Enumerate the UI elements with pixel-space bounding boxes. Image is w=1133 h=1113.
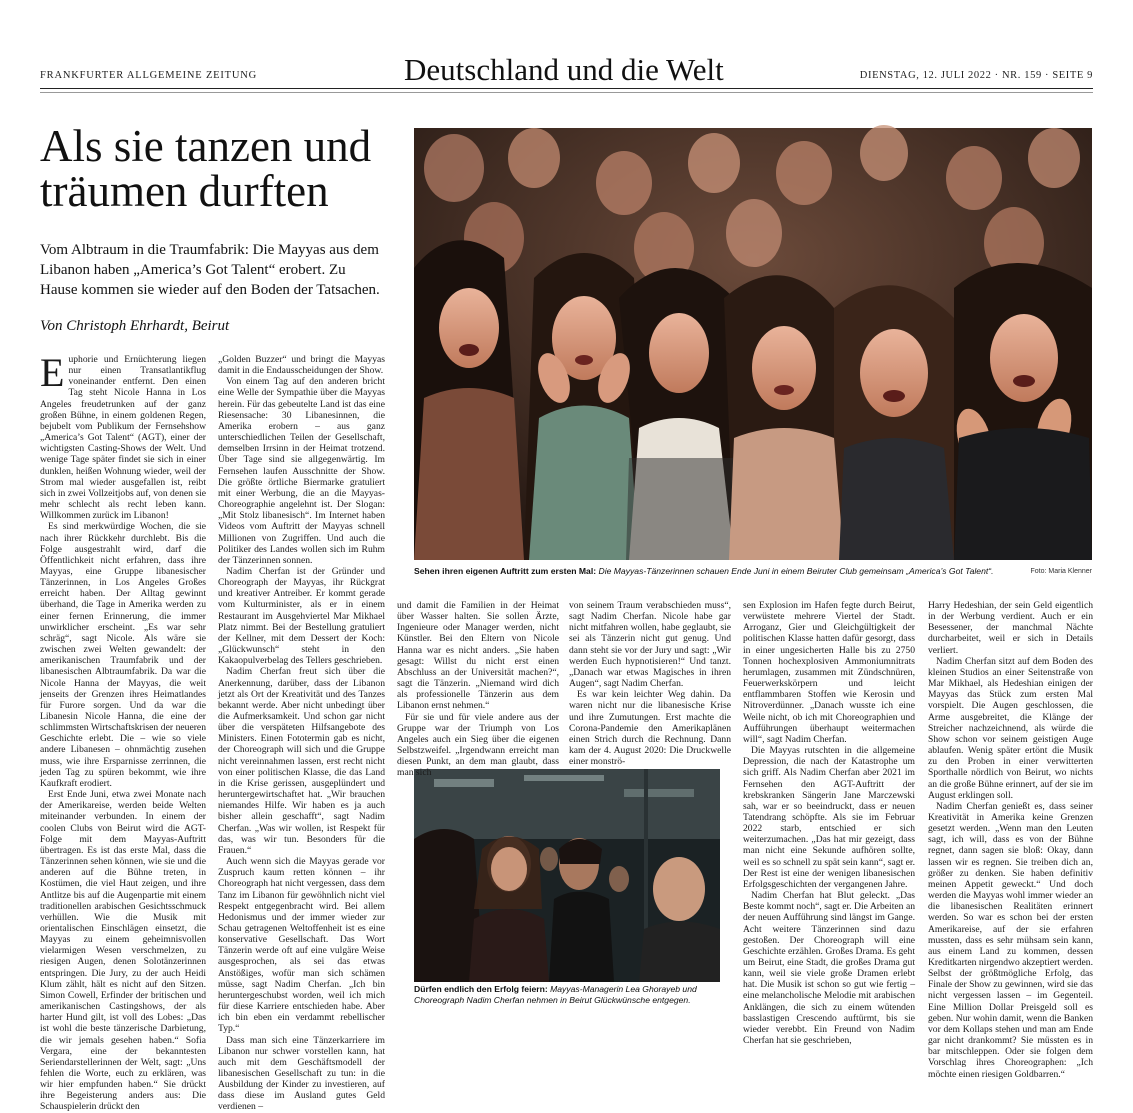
issue-info: DIENSTAG, 12. JULI 2022 · NR. 159 · SEITE 9 (859, 70, 1093, 81)
column-2-paragraph-3: Nadim Cherfan ist der Gründer und Choreograph der Mayyas, ihr Rückgrat und kreativer Antreiber. Er kommt gerade vom Kulturminister, als er in einem Restaurant im Ausgehviertel Mar Mikhael Platz nimmt. Bei der Bestellung gratuliert der Kellner, mit dem Dessert der Koch: „Glückwunsch“ steht in den Kakaopulverbelag des Tellers geschrieben. (218, 565, 385, 667)
article-column-5 (743, 600, 915, 1047)
section-title: Deutschland und die Welt (404, 52, 724, 87)
article-column-2 (218, 354, 385, 1113)
column-3-paragraph-2: Für sie und für viele andere aus der Gruppe war der Triumph von Los Angeles auch ein Sieg über die eigenen Selbstzweifel. „Irgendwann erreicht man diesen Punkt, an dem man glaubt, dass man sich (397, 711, 559, 779)
main-caption-text: Die Mayyas-Tänzerinnen schauen Ende Juni in einem Beiruter Club gemeinsam „America’s Got Talent“. (598, 566, 994, 576)
article-column-3 (397, 600, 559, 779)
column-1-paragraph-3: Erst Ende Juni, etwa zwei Monate nach der Amerikareise, werden beide Welten miteinander verbunden. In einem der coolen Clubs von Beirut wird die AGT-Folge mit dem Mayyas-Auftritt übertragen. Es ist das erste Mal, dass die Tänzerinnen sehen können, wie sie und die anderen auf die Bühne treten, in Kostümen, die viel Haut zeigen, und ihre Antlitze bis auf die Augenpartie mit einem traditionellen arabischen Gesichtsschmuck verhüllen. Wie die Musik mit orientalischen Einschlägen einsetzt, die Mayyas zu einem geheimnisvollen vielarmigen Wesen verschmelzen, zu riesigen Augen, denen Solotänzerinnen entspringen. Die Jury, zu der auch Heidi Klum zählt, hält es nicht auf den Sitzen. Simon Cowell, Erfinder der britischen und amerikanischen Castingshows, der als harter Hund gilt, ist voll des Lobes: „Das ist wohl die beste tänzerische Darbietung, die wir jemals gesehen haben.“ Sofia Vergara, eine der bekanntesten Seriendarstellerinnen der Welt, sagt: „Uns fehlen die Worte, euch zu erklären, was wir hier empfunden haben.“ Sie drückt ihre Begeisterung anders aus: Die Schauspielerin drückt den (40, 789, 206, 1113)
celebration-photo-illustration (414, 769, 720, 982)
column-2-paragraph-5: Auch wenn sich die Mayyas gerade vor Zuspruch kaum retten können – ihr Choreograph hat nicht vergessen, dass dem Tanz im Libanon für gewöhnlich nicht viel Respekt entgegenbracht wird. Bei allem Hedonismus und der immer wieder zur Schau getragenen Weltoffenheit ist es eine konservative Gesellschaft. Das Wort Tänzerin werde oft auf eine vulgäre Weise ausgesprochen, als sei das etwas Anstößiges, wofür man sich schämen müsse, sagt Nadim Cherfan. „Ich bin heruntergeschubst worden, weil ich mich für diese Karriere entschieden habe. Aber ich bin eben ein verdammt rebellischer Typ.“ (218, 856, 385, 1035)
article-column-1 (40, 350, 206, 1113)
main-photo-caption (414, 566, 1014, 577)
column-6-paragraph-2: Nadim Cherfan sitzt auf dem Boden des kleinen Studios an einer Seitenstraße von Mar Mikhael, als Hedeshian einigen der Mayyas das Stück zum ersten Mal vorspielt. Die Augen geschlossen, die Arme ausgebreitet, die Klänge der Streicher nachzeichnend, als würde die Show schon vor seinem geistigen Auge ablaufen. Wenig später ertönt die Musik zu den Proben in einer verwitterten Sporthalle nördlich von Beirut, wo nichts an die große Bühne erinnert, auf der sie im August erklingen soll. (928, 655, 1093, 801)
column-1-paragraph-2: Es sind merkwürdige Wochen, die sie nach ihrer Rückkehr durchlebt. Bis die Folge ausgestrahlt wird, darf die Öffentlichkeit nicht erfahren, dass ihre Mayyas, eine Gruppe libanesischer Tänzerinnen, in Los Angeles Großes erreicht haben. Der Alltag gewinnt überhand, die Tage in Amerika werden zu einer fernen Erinnerung, die immer unwirklicher erscheint. „Es war sehr schräg“, sagt Nicole. Als wäre sie zwischen zwei Welten gewandelt: der amerikanischen Traumfabrik und der libanesischen Albtraumfabrik. Da war die Nicole Hanna der Mayyas, die weit jenseits der Grenzen ihres Heimatlandes für Furore sorgen. Und da war die Libanesin Nicole Hanna, die eine der schlimmsten Wirtschaftskrisen der neueren Geschichte erlebt. Die – wie so viele andere Libanesen – ohnmächtig zusehen muss, wie ihre Ersparnisse zerrinnen, die jeden Tag zu spüren bekommt, wie ihre Kaufkraft erodiert. (40, 521, 206, 789)
main-photo (414, 128, 1092, 560)
second-caption-lead: Dürfen endlich den Erfolg feiern: (414, 984, 548, 994)
main-caption-lead: Sehen ihren eigenen Auftritt zum ersten Mal: (414, 566, 597, 576)
article-column-6 (928, 600, 1093, 1080)
column-5-paragraph-1: sen Explosion im Hafen fegte durch Beirut, verwüstete mehrere Viertel der Stadt. Arroganz, Gier und Gleichgültigkeit der politischen Klasse hatten dafür gesorgt, dass in einer ungesicherten Halle bis zu 2750 Tonnen hochexplosiven Ammoniumnitrats herumlagen, zusammen mit Zündschnüren, Feuerwerkskörpern und leicht entflammbaren Stoffen wie Kerosin und Nitroverdünner. „Danach wusste ich eine Weile nicht, ob ich mit Choreographien und Aufführungen überhaupt weitermachen will“, sagt Nadim Cherfan. (743, 600, 915, 745)
column-4-paragraph-2: Es war kein leichter Weg dahin. Da waren nicht nur die libanesische Krise und ihre Zumutungen. Erst machte die Corona-Pandemie den Amerikaplänen einen Strich durch die Rechnung. Dann kam der 4. August 2020: Die Druckwelle einer monströ- (569, 689, 731, 768)
header-rule (40, 88, 1093, 89)
article-deck: Vom Albtraum in die Traumfabrik: Die Mayyas aus dem Libanon haben „America’s Got Talent“ erobert. Zu Hause kommen sie wieder auf den Boden der Tatsachen. (40, 242, 380, 298)
column-1-paragraph-1: Euphorie und Ernüchterung liegen nur einen Transatlantikflug voneinander entfernt. Den einen Tag steht Nicole Hanna in Los Angeles freudetrunken auf der ganz großen Bühne, in einem goldenen Regen, bejubelt vom Publikum der Fernsehshow „America’s Got Talent“ (AGT), einer der wichtigsten Casting-Shows der Welt. Und wenige Tage später findet sie sich in einer dunklen, heißen Wohnung wieder, weil der Strom mal wieder ausgefallen ist, reibt sich in zwei Vollzeitjobs auf, von denen sie mehr schlecht als recht leben kann. Willkommen zurück im Libanon! (40, 350, 206, 522)
column-2-paragraph-4: Nadim Cherfan freut sich über die Anerkennung, darüber, dass der Libanon jetzt als Ort der Kreativität und des Tanzes bekannt werde. Aber nicht unbedingt über die Aufmerksamkeit. Und schon gar nicht über die verspäteten Hilfsangebote des Ministers. Einen Fototermin gab es nicht, der Choreograph will sich und die Gruppe nicht vereinnahmen lassen, erst recht nicht von einer politischen Klasse, die das Land in die Krise gerissen, ausgeplündert und heruntergewirtschaftet hat. „Wir brauchen niemandes Hilfe. Wir haben es ja auch bisher allein geschafft“, sagt Nadim Cherfan. „Was wir wollen, ist Respekt für das, was wir tun. Besonders für die Frauen.“ (218, 666, 385, 856)
article-byline: Von Christoph Ehrhardt, Beirut (40, 318, 230, 334)
column-2-paragraph-2: Von einem Tag auf den anderen bricht eine Welle der Sympathie über die Mayyas herein. Für das gebeutelte Land ist das eine Riesensache: 30 Libanesinnen, die Amerika erobern – aus ganz unterschiedlichen Teilen der Gesellschaft, demselben Irrsinn in der Heimat trotzend. Über Tage sind sie allgegenwärtig. Im Fernsehen laufen Ausschnitte der Show. Die größte örtliche Biermarke gratuliert mit einer Werbung, die an die Mayyas-Choreographie angelehnt ist. Der Slogan: „Mit Stolz libanesisch“. Im Internet haben Videos vom Auftritt der Mayyas schnell Millionen von Zugriffen. Und auch die Politiker des Landes wollen sich im Ruhm der Tänzerinnen sonnen. (218, 376, 385, 566)
column-2-paragraph-6: Dass man sich eine Tänzerkarriere im Libanon nur schwer vorstellen kann, hat auch mit dem Geschäftsmodell der libanesischen Gesellschaft zu tun: in die Ausbildung der Kinder zu investieren, auf dass diese im Ausland gutes Geld verdienen – (218, 1034, 385, 1113)
column-5-paragraph-3: Nadim Cherfan hat Blut geleckt. „Das Beste kommt noch“, sagt er. Die Arbeiten an der neuen Aufführung sind längst im Gange. Acht weitere Tänzerinnen sind dazu gestoßen. Der Choreograph will eine Geschichte erzählen. Großes Drama. Es geht um Beirut, eine Stadt, die großes Drama gut kann, weil sie viele große Dramen erlebt hat. Die Musik ist schon so gut wie fertig – eine melancholische Melodie mit arabischen Anklängen, die sich zu einem wütenden basslastigen Crescendo auftürmt, bis sie wieder verebbt. Ein Freund von Nadim Cherfan hat sie geschrieben, (743, 890, 915, 1047)
column-2-paragraph-1: „Golden Buzzer“ und bringt die Mayyas damit in die Endausscheidungen der Show. (218, 354, 385, 377)
audience-photo-illustration (414, 128, 1092, 560)
newspaper-name: FRANKFURTER ALLGEMEINE ZEITUNG (40, 70, 258, 81)
second-photo (414, 769, 720, 982)
second-photo-caption (414, 984, 720, 1006)
column-3-paragraph-1: und damit die Familien in der Heimat über Wasser halten. Sie sollen Ärzte, Ingenieure oder Manager werden, nicht Künstler. Bei den Eltern von Nicole Hanna war es nicht anders. „Sie haben gesagt: Willst du nicht erst einen Abschluss an der Universität machen?“, sagt die Tänzerin. „Niemand wird dich als professionelle Tänzerin aus dem Libanon ernst nehmen.“ (397, 600, 559, 712)
drop-cap: E (40, 350, 65, 395)
column-4-paragraph-1: von seinem Traum verabschieden muss“, sagt Nadim Cherfan. Nicole habe gar nicht mitfahren wollen, habe geglaubt, sie sei als Tänzerin nicht gut genug. Und dann steht sie vor der Jury und sagt: „Wir werden Euch hypnotisieren!“ Und tanzt. „Danach war etwas Magisches in ihren Augen“, sagt Nadim Cherfan. (569, 600, 731, 690)
column-6-paragraph-1: Harry Hedeshian, der sein Geld eigentlich in der Werbung verdient. Auch er ein Besessener, der manchmal Nächte durcharbeitet, weil er sich in Details verliert. (928, 600, 1093, 656)
article-column-4 (569, 600, 731, 768)
headline-line-2: träumen durften (40, 166, 329, 216)
column-6-paragraph-3: Nadim Cherfan genießt es, dass seiner Kreativität in Amerika keine Grenzen gesetzt werden. „Wenn man den Leuten sagt, ich will, dass es von der Bühne regnet, dann sagen sie bloß: Okay, dann lassen wir es regnen. Sie treiben dich an, größer zu denken. Sie haben definitiv meinen Appetit geweckt.“ Und doch werden die Mayyas wohl immer wieder an die libanesischen Realitäten erinnert werden. So war es schon bei der ersten Amerikareise, auf der sie erfahren mussten, dass es sehr mühsam sein kann, aus einem Land zu kommen, dessen Kreditkarten nirgendwo akzeptiert werden. Selbst der größtmögliche Erfolg, das Finale der Show zu gewinnen, wird sie das nicht vergessen lassen – im Gegenteil. Eine Million Dollar Preisgeld soll es geben. Nur wohin damit, wenn die Banken vor dem Kollaps stehen und man am Ende gar nicht drankommt? Sie müssten es in bar mitschleppen. Oder sie folgen dem Vorschlag ihres Choreographen: „Ich möchte einen riesigen Goldbarren.“ (928, 800, 1093, 1080)
headline-line-1: Als sie tanzen und (40, 121, 372, 171)
photo-credit: Foto: Maria Klenner (1030, 568, 1092, 575)
column-5-paragraph-2: Die Mayyas rutschten in die allgemeine Depression, die nach der Katastrophe um sich griff. Als Nadim Cherfan aber 2021 im Fernsehen den AGT-Auftritt der krebskranken Sängerin Jane Marczewski sah, war er so beeindruckt, dass er neuen Tatendrang schöpfte. Als sie im Februar 2022 starb, entschied er sich weiterzumachen. „Das hat mir gezeigt, dass man nicht eine Sekunde aufhören sollte, weil es so schnell zu spät sein kann“, sagt er. Der Rest ist eine der wenigen libanesischen Erfolgsgeschichten der vergangenen Jahre. (743, 745, 915, 890)
header-rule-thin (40, 92, 1093, 93)
second-caption-text: Mayyas-Managerin Lea Ghorayeb und Choreograph Nadim Cherfan nehmen in Beirut Glückwünsche entgegen. (414, 984, 697, 1005)
article-headline (40, 121, 400, 216)
